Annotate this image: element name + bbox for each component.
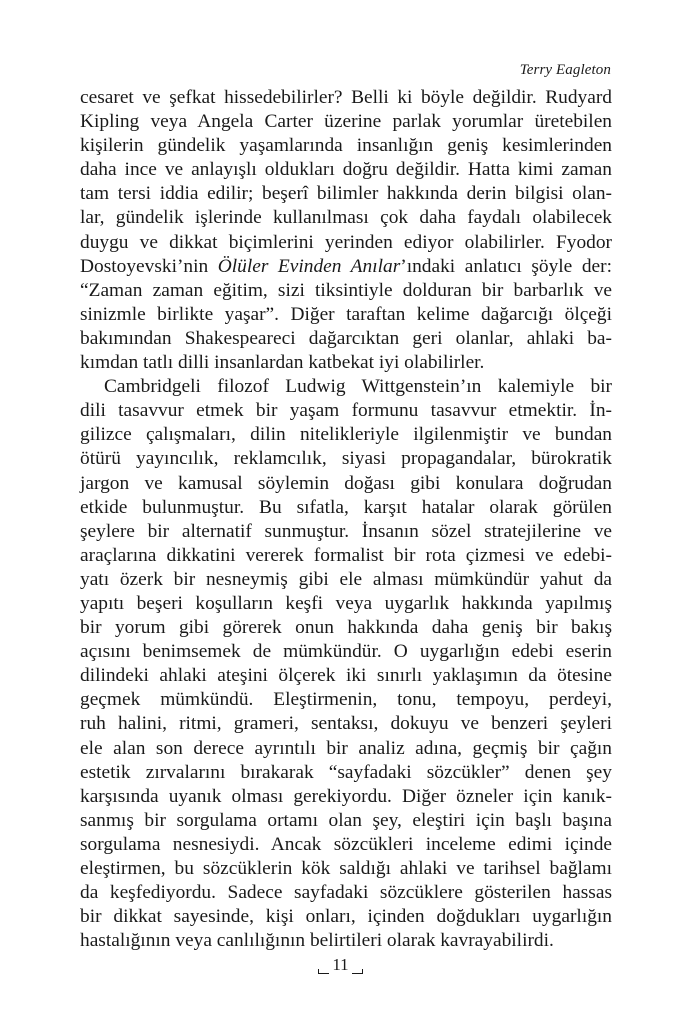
- text-line: bir yorum gibi görerek onun hakkında daha geniş bir bakış: [80, 617, 612, 639]
- page-number-frame: [318, 955, 362, 975]
- text-line: yatı özerk bir nesneymiş gibi ele alması mümkündür yahut da: [80, 568, 612, 590]
- text-line: ruh halini, ritmi, grameri, sentaksı, dokuyu ve benzeri şeyleri: [80, 713, 612, 735]
- folio-bracket-left: [318, 969, 329, 974]
- body-text: [80, 86, 612, 953]
- text-line: [80, 255, 612, 279]
- text-line: karşısında uyanık olması gerekiyordu. Diğer özneler için kanık-: [80, 785, 612, 807]
- text-line: Kipling veya Angela Carter üzerine parlak yorumlar üretebilen: [80, 111, 612, 133]
- text-line: Cambridgeli filozof Ludwig Wittgenstein’ın kalemiyle bir: [104, 376, 612, 398]
- text-line: sorgulama nesnesiydi. Ancak sözcükleri inceleme edimi içinde: [80, 833, 612, 855]
- text-line: tam tersi iddia edilir; beşerî bilimler hakkında derin bilgisi olan-: [80, 183, 612, 205]
- book-title-italic: Ölüler Evinden Anılar: [217, 255, 401, 277]
- text-line: eleştirmen, bu sözcüklerin kök saldığı ahlaki ve tarihsel bağlamı: [80, 858, 612, 879]
- text-line: hastalığının veya canlılığının belirtileri olarak kavrayabilirdi.: [80, 930, 554, 952]
- text-line: bakımından Shakespeareci dağarcıktan geri olanlar, ahlaki ba-: [80, 327, 612, 349]
- text-line: duygu ve dikkat biçimlerini yerinden ediyor olabilirler. Fyodor: [80, 231, 612, 253]
- text-line: etkide bulunmuştur. Bu sıfatla, karşıt hatalar olarak görülen: [80, 496, 612, 518]
- running-head: Terry Eagleton: [519, 62, 611, 78]
- text-line: dili tasavvur etmek bir yaşam formunu tasavvur etmektir. İn-: [80, 400, 612, 422]
- text-line: yapıtı beşeri koşulların keşfi veya uygarlık hakkında yapılmış: [80, 592, 612, 614]
- text-line: ötürü yayıncılık, reklamcılık, siyasi propagandalar, bürokratik: [80, 448, 612, 470]
- text-line: estetik zırvalarını bırakarak “sayfadaki sözcükler” denen şey: [80, 761, 612, 783]
- text-line: kişilerin gündelik yaşamlarında insanlığın geniş kesimlerinden: [80, 135, 612, 157]
- text-line: şeylere bir alternatif sunmuştur. İnsanın sözel stratejilerine ve: [80, 520, 612, 542]
- text-line: da keşfediyordu. Sadece sayfadaki sözcüklere gösterilen hassas: [80, 882, 612, 904]
- text-line: cesaret ve şefkat hissedebilirler? Belli ki böyle değildir. Rudyard: [80, 87, 612, 108]
- text-line: dilindeki ahlaki ateşini ölçerek iki sınırlı yaklaşımın da ötesine: [80, 665, 612, 687]
- text-line: araçlarına dikkatini vererek formalist bir rota çizmesi ve edebi-: [80, 544, 612, 566]
- text-line: lar, gündelik işlerinde kullanılması çok daha faydalı olabilecek: [80, 207, 612, 229]
- text-line: jargon ve kamusal söylemin doğası gibi konulara doğrudan: [80, 472, 612, 494]
- folio-bracket-right: [352, 969, 363, 974]
- text-segment: Dostoyevski’nin: [80, 255, 218, 277]
- text-line: daha ince ve anlayışlı oldukları doğru değildir. Hatta kimi zaman: [80, 159, 612, 181]
- text-line: geçmek mümkündü. Eleştirmenin, tonu, tempoyu, perdeyi,: [80, 689, 612, 711]
- text-line: kımdan tatlı dilli insanlardan katbekat iyi olabilirler.: [80, 352, 485, 374]
- text-line: sanmış bir sorgulama ortamı olan şey, eleştiri için başlı başına: [80, 809, 612, 831]
- text-line: sinizmle birlikte yaşar”. Diğer taraftan kelime dağarcığı ölçeği: [80, 303, 612, 325]
- text-segment: ’ındaki anlatıcı şöyle der:: [400, 255, 612, 277]
- text-line: gilizce çalışmaları, dilin nitelikleriyle ilgilenmiştir ve bundan: [80, 424, 612, 446]
- text-line: açısını benimsemek de mümkündür. O uygarlığın edebi eserin: [80, 641, 612, 663]
- page-number: 11: [332, 955, 349, 974]
- text-line: bir dikkat sayesinde, kişi onları, içinden doğdukları uygarlığın: [80, 906, 612, 928]
- text-line: “Zaman zaman eğitim, sizi tiksintiyle dolduran bir barbarlık ve: [80, 279, 612, 301]
- page-footer: [0, 955, 681, 975]
- text-line: ele alan son derece ayrıntılı bir analiz adına, geçmiş bir çağın: [80, 737, 612, 759]
